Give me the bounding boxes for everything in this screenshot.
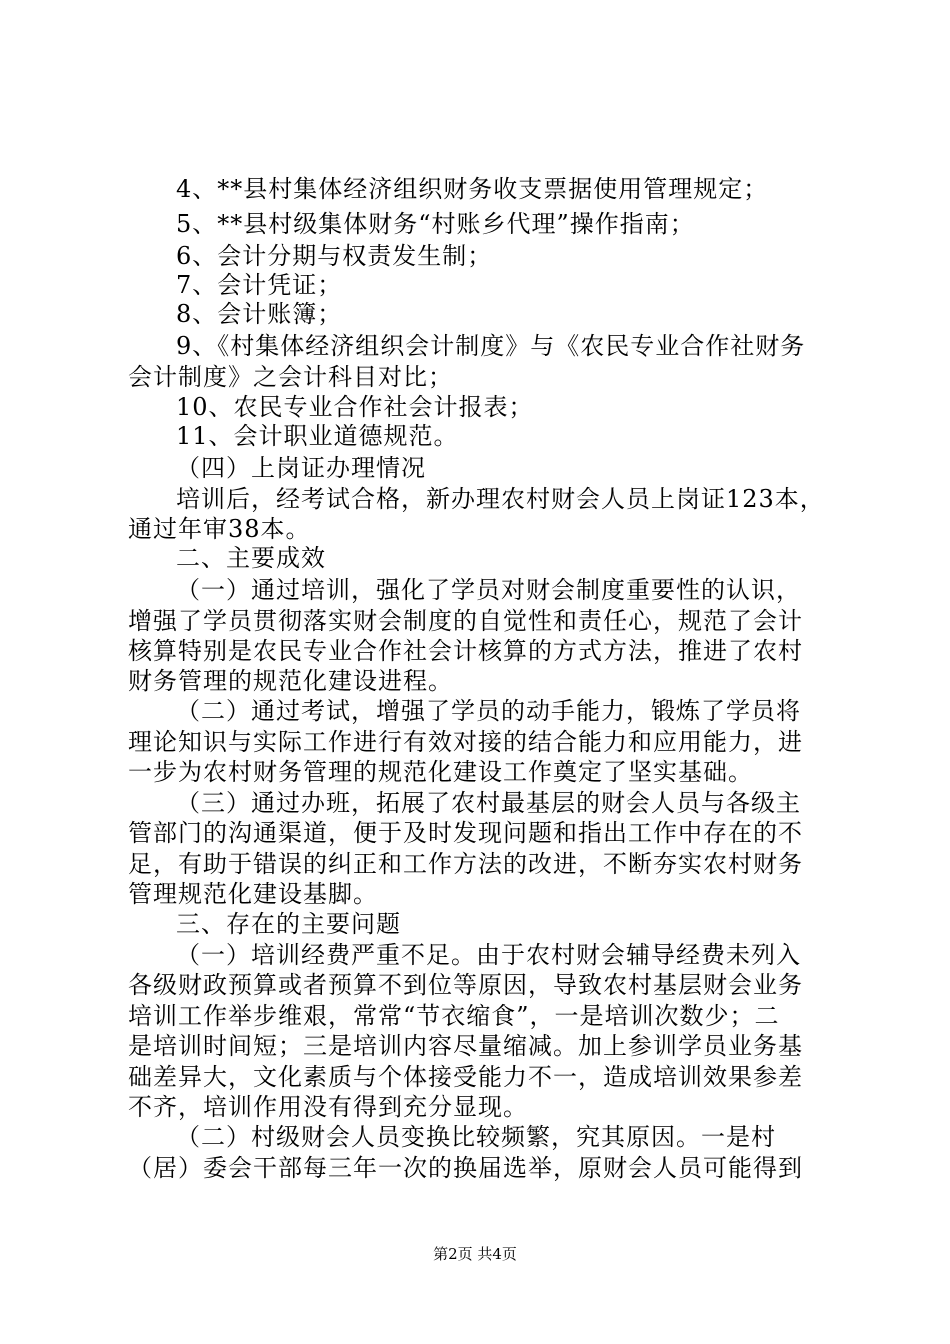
section-heading: 二、主要成效: [176, 544, 326, 572]
text-line: （三）通过办班，拓展了农村最基层的财会人员与各级主: [176, 789, 801, 817]
text-line: 会计制度》之会计科目对比；: [128, 363, 453, 391]
text-line: 10、农民专业合作社会计报表；: [176, 393, 534, 421]
text-line: 核算特别是农民专业合作社会计核算的方式方法，推进了农村: [128, 637, 803, 665]
text-line: 4、**县村集体经济组织财务收支票据使用管理规定；: [176, 175, 769, 203]
text-line: 培训后，经考试合格，新办理农村财会人员上岗证123本，: [176, 485, 825, 513]
text-line: 础差异大，文化素质与个体接受能力不一，造成培训效果参差: [128, 1063, 803, 1091]
text-line: 6、会计分期与权责发生制；: [176, 242, 493, 270]
text-line: 财务管理的规范化建设进程。: [128, 667, 453, 695]
text-line: 一步为农村财务管理的规范化建设工作奠定了坚实基础。: [128, 758, 753, 786]
section-heading: （四）上岗证办理情况: [176, 454, 426, 482]
text-line: 增强了学员贯彻落实财会制度的自觉性和责任心，规范了会计: [128, 607, 803, 635]
text-line: 11、会计职业道德规范。: [176, 422, 459, 450]
text-line: 是培训时间短；三是培训内容尽量缩减。加上参训学员业务基: [128, 1032, 803, 1060]
text-line: 管理规范化建设基脚。: [128, 880, 378, 908]
text-line: 通过年审38本。: [128, 515, 311, 543]
section-heading: 三、存在的主要问题: [176, 910, 401, 938]
text-line: （一）培训经费严重不足。由于农村财会辅导经费未列入: [176, 941, 801, 969]
text-line: （一）通过培训，强化了学员对财会制度重要性的认识，: [176, 576, 801, 604]
page-footer: 第2页 共4页: [433, 1245, 517, 1263]
text-line: 各级财政预算或者预算不到位等原因，导致农村基层财会业务: [128, 971, 803, 999]
text-line: （居）委会干部每三年一次的换届选举，原财会人员可能得到: [128, 1154, 803, 1182]
text-line: 7、会计凭证；: [176, 271, 343, 299]
text-line: 管部门的沟通渠道，便于及时发现问题和指出工作中存在的不: [128, 819, 803, 847]
text-line: 培训工作举步维艰，常常“节衣缩食”，一是培训次数少；二: [128, 1002, 780, 1030]
text-line: 理论知识与实际工作进行有效对接的结合能力和应用能力，进: [128, 728, 803, 756]
text-line: （二）通过考试，增强了学员的动手能力，锻炼了学员将: [176, 697, 801, 725]
text-line: 足，有助于错误的纠正和工作方法的改进，不断夯实农村财务: [128, 850, 803, 878]
text-line: 8、会计账簿；: [176, 300, 343, 328]
text-line: （二）村级财会人员变换比较频繁，究其原因。一是村: [176, 1123, 776, 1151]
text-line: 5、**县村级集体财务“村账乡代理”操作指南；: [176, 210, 695, 238]
text-line: 不齐，培训作用没有得到充分显现。: [128, 1093, 528, 1121]
text-line: 9、《村集体经济组织会计制度》与《农民专业合作社财务: [176, 332, 806, 360]
